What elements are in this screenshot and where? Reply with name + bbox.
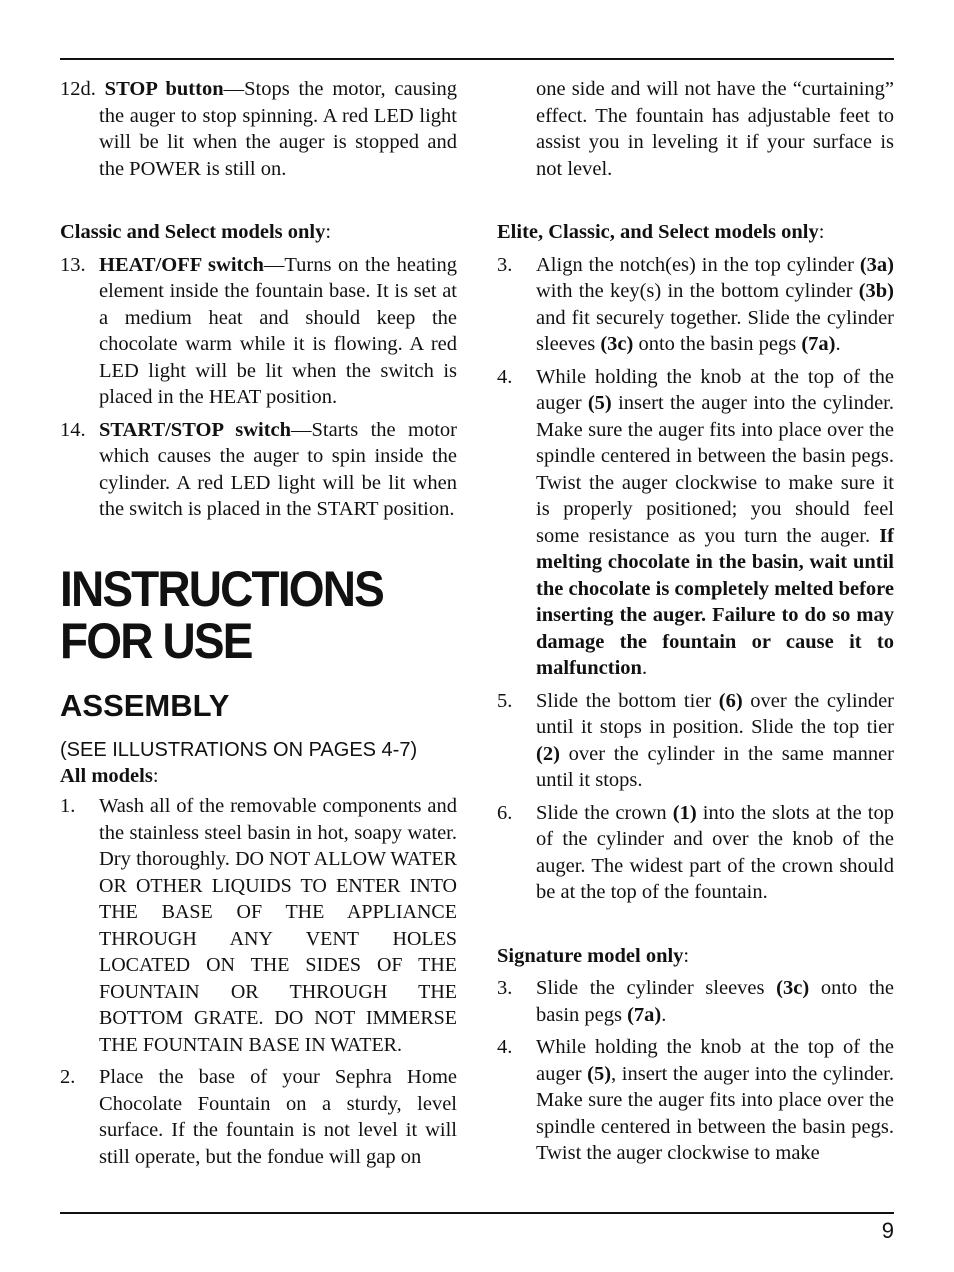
elite-step-3: 3. Align the notch(es) in the top cylinder (3a) with the key(s) in the bottom cylinder (3b) and fit securely together. Slide the cylinder sleeves (3c) onto the basin pegs (7a). bbox=[497, 253, 894, 355]
item-14-start-stop-switch: 14. START/STOP switch—Starts the motor which causes the auger to spin inside the cylinder. A red LED light will be lit when the switch is placed in the START position. bbox=[60, 418, 457, 520]
item-13-heat-off-switch: 13. HEAT/OFF switch—Turns on the heating element inside the fountain base. It is set at a medium heat and should keep the chocolate warm while it is flowing. A red LED light will be lit when the switch is placed in the HEAT position. bbox=[60, 253, 457, 408]
elite-step-4: 4. While holding the knob at the top of the auger (5) insert the auger into the cylinder. Make sure the auger fits into place over the spindle centered in between the basin pegs. Twist the auger clockwise to make sure it is properly positioned; you should feel some resistance as you turn the auger. If melting chocolate in the basin, wait until the chocolate is completely melted before inserting the auger. Failure to do so may damage the fountain or cause it to malfunction. bbox=[497, 365, 894, 679]
page-number: 9 bbox=[881, 1218, 894, 1243]
left-column bbox=[60, 76, 457, 1170]
classic-select-heading: Classic and Select models only: bbox=[60, 221, 332, 243]
assembly-heading: ASSEMBLY bbox=[60, 687, 230, 723]
signature-step-4: 4. While holding the knob at the top of the auger (5), insert the auger into the cylinder. Make sure the auger fits into place over the spindle centered in between the basin pegs. Twist the auger clockwise to make bbox=[497, 1036, 894, 1164]
top-rule bbox=[60, 58, 894, 60]
title-line-1: INSTRUCTIONS bbox=[60, 560, 383, 617]
heat-off-switch-term: HEAT/OFF switch bbox=[99, 253, 264, 276]
item-12d-stop-button: 12d. STOP button—Stops the motor, causing the auger to stop spinning. A red LED light will be lit when the auger is stopped and the POWER is still on. bbox=[60, 78, 458, 180]
signature-heading: Signature model only: bbox=[497, 944, 690, 967]
page-title bbox=[60, 560, 425, 669]
right-column bbox=[497, 76, 894, 1167]
step-2-continued: one side and will not have the “curtaining” effect. The fountain has adjustable feet to assist you in leveling it if your surface is not level. bbox=[536, 78, 894, 180]
melting-warning: If melting chocolate in the basin, wait until the chocolate is completely melted before inserting the auger. Failure to do so may damage the fountain or cause it to malfunction bbox=[536, 524, 894, 679]
illustrations-note: (SEE ILLUSTRATIONS ON PAGES 4-7) bbox=[60, 738, 418, 761]
elite-step-6: 6. Slide the crown (1) into the slots at the top of the cylinder and over the knob of the auger. The widest part of the crown should be at the top of the fountain. bbox=[497, 801, 894, 903]
signature-step-3: 3. Slide the cylinder sleeves (3c) onto the basin pegs (7a). bbox=[497, 977, 894, 1026]
start-stop-switch-term: START/STOP switch bbox=[99, 418, 292, 441]
step-1-wash: 1. Wash all of the removable components and the stainless steel basin in hot, soapy water. Dry thoroughly. DO NOT ALLOW WATER OR OTHER LIQUIDS TO ENTER INTO THE BASE OF THE APPLIANCE THROUGH ANY VENT HOLES LOCATED ON THE SIDES OF THE FOUNTAIN OR THROUGH THE BOTTOM GRATE. DO NOT IMMERSE THE FOUNTAIN BASE IN WATER. bbox=[60, 795, 457, 1056]
title-line-2: FOR USE bbox=[60, 612, 252, 669]
warning-caps-text: DO NOT ALLOW WATER OR OTHER LIQUIDS TO ENTER INTO THE BASE OF THE APPLIANCE THROUGH ANY VENT HOLES LOCATED ON THE SIDES OF THE FOUNTAIN OR THROUGH THE BOTTOM GRATE. DO NOT IMMERSE THE FOUNTAIN BASE IN WATER. bbox=[99, 848, 457, 1056]
bottom-rule bbox=[60, 1212, 894, 1214]
stop-button-term: STOP button bbox=[104, 78, 224, 100]
all-models-heading: All models: bbox=[60, 764, 159, 787]
step-2-place-base: 2. Place the base of your Sephra Home Chocolate Fountain on a sturdy, level surface. If the fountain is not level it will still operate, but the fondue will gap on bbox=[60, 1066, 457, 1168]
elite-classic-select-heading: Elite, Classic, and Select models only: bbox=[497, 221, 825, 243]
elite-step-5: 5. Slide the bottom tier (6) over the cylinder until it stops in position. Slide the top tier (2) over the cylinder in the same manner until it stops. bbox=[497, 689, 894, 791]
